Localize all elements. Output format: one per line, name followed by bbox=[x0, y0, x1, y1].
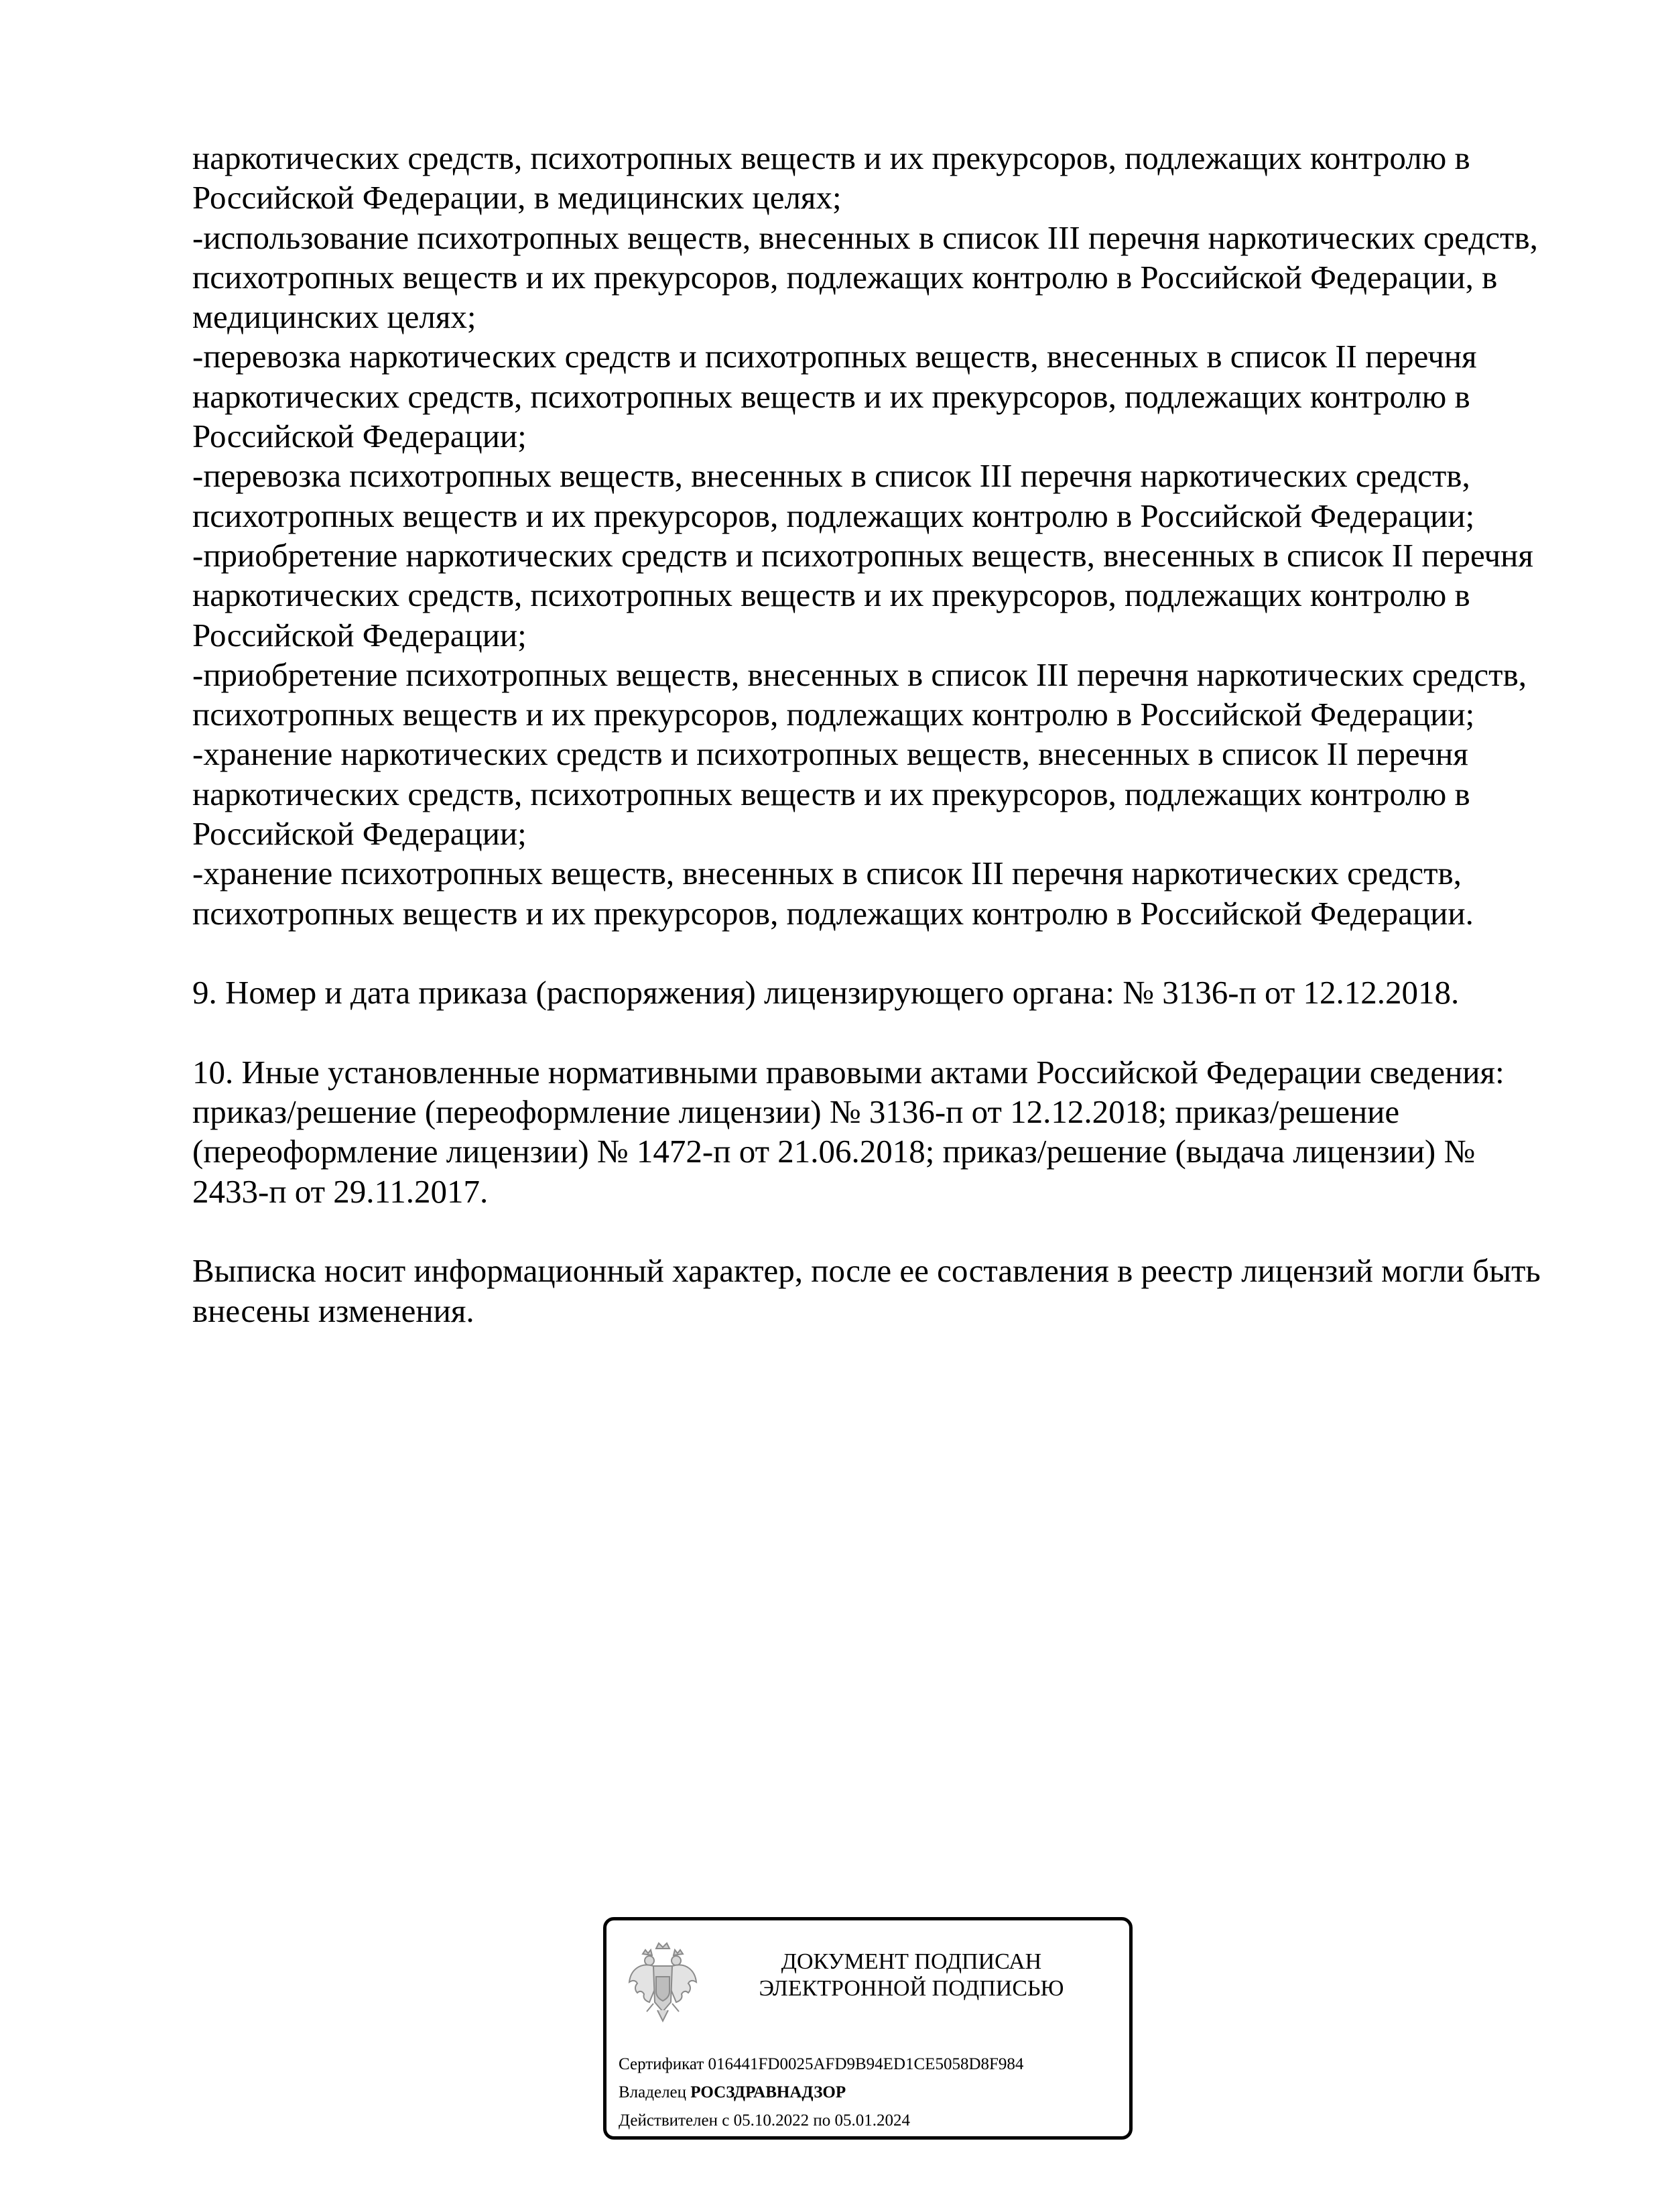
stamp-title-line: ДОКУМЕНТ ПОДПИСАН bbox=[781, 1949, 1042, 1974]
text-line: Российской Федерации; bbox=[192, 815, 527, 853]
text-line: психотропных веществ и их прекурсоров, подлежащих контролю в Российской Федерации; bbox=[192, 497, 1475, 534]
paragraph-gap bbox=[192, 1013, 1546, 1052]
stamp-details bbox=[619, 2050, 1128, 2135]
section-10-line: приказ/решение (переоформление лицензии) № 3136-п от 12.12.2018; приказ/решение bbox=[192, 1093, 1400, 1131]
text-line: -приобретение психотропных веществ, внесенных в список III перечня наркотических средств, bbox=[192, 656, 1527, 693]
text-line: -использование психотропных веществ, внесенных в список III перечня наркотических средств, bbox=[192, 219, 1538, 256]
section-10-line: 2433-п от 29.11.2017. bbox=[192, 1172, 489, 1210]
owner-name: РОСЗДРАВНАДЗОР bbox=[690, 2083, 846, 2101]
section-10-line: 10. Иные установленные нормативными правовыми актами Российской Федерации сведения: bbox=[192, 1053, 1505, 1091]
text-line: наркотических средств, психотропных веществ и их прекурсоров, подлежащих контролю в bbox=[192, 775, 1470, 812]
section-9-order-number: 9. Номер и дата приказа (распоряжения) лицензирующего органа: № 3136-п от 12.12.2018. bbox=[192, 974, 1460, 1011]
paragraph-gap bbox=[192, 933, 1546, 973]
certificate-label: Сертификат bbox=[619, 2055, 704, 2073]
owner-label: Владелец bbox=[619, 2083, 687, 2101]
electronic-signature-stamp bbox=[603, 1917, 1133, 2140]
text-line: -хранение психотропных веществ, внесенных в список III перечня наркотических средств, bbox=[192, 855, 1462, 892]
text-line: медицинских целях; bbox=[192, 298, 476, 336]
stamp-title bbox=[707, 1949, 1116, 2002]
notice-line: внесены изменения. bbox=[192, 1292, 474, 1329]
russian-coat-of-arms-icon bbox=[627, 1939, 699, 2024]
text-line: психотропных веществ и их прекурсоров, подлежащих контролю в Российской Федерации. bbox=[192, 894, 1474, 932]
paragraph-gap bbox=[192, 1211, 1546, 1251]
owner-row bbox=[619, 2079, 1128, 2107]
text-line: Российской Федерации, в медицинских целях; bbox=[192, 179, 842, 217]
text-line: психотропных веществ и их прекурсоров, подлежащих контролю в Российской Федерации, в bbox=[192, 258, 1498, 296]
certificate-number: 016441FD0025AFD9B94ED1CE5058D8F984 bbox=[708, 2055, 1024, 2073]
section-10-line: (переоформление лицензии) № 1472-п от 21.06.2018; приказ/решение (выдача лицензии) № bbox=[192, 1133, 1476, 1170]
text-line: -перевозка психотропных веществ, внесенных в список III перечня наркотических средств, bbox=[192, 457, 1470, 495]
text-line: -перевозка наркотических средств и психотропных веществ, внесенных в список II перечня bbox=[192, 338, 1477, 375]
stamp-title-line: ЭЛЕКТРОННОЙ ПОДПИСЬЮ bbox=[759, 1976, 1064, 2001]
document-body bbox=[192, 138, 1546, 1331]
text-line: -приобретение наркотических средств и психотропных веществ, внесенных в список II перечня bbox=[192, 536, 1533, 574]
text-line: -хранение наркотических средств и психотропных веществ, внесенных в список II перечня bbox=[192, 735, 1468, 773]
certificate-row bbox=[619, 2050, 1128, 2079]
text-line: наркотических средств, психотропных веществ и их прекурсоров, подлежащих контролю в bbox=[192, 576, 1470, 614]
validity-period: Действителен с 05.10.2022 по 05.01.2024 bbox=[619, 2111, 910, 2130]
text-line: психотропных веществ и их прекурсоров, подлежащих контролю в Российской Федерации; bbox=[192, 696, 1475, 733]
text-line: Российской Федерации; bbox=[192, 418, 527, 455]
text-line: Российской Федерации; bbox=[192, 616, 527, 654]
text-line: наркотических средств, психотропных веществ и их прекурсоров, подлежащих контролю в bbox=[192, 377, 1470, 415]
notice-line: Выписка носит информационный характер, после ее составления в реестр лицензий могли быть bbox=[192, 1252, 1541, 1290]
text-line: наркотических средств, психотропных веществ и их прекурсоров, подлежащих контролю в bbox=[192, 139, 1470, 176]
